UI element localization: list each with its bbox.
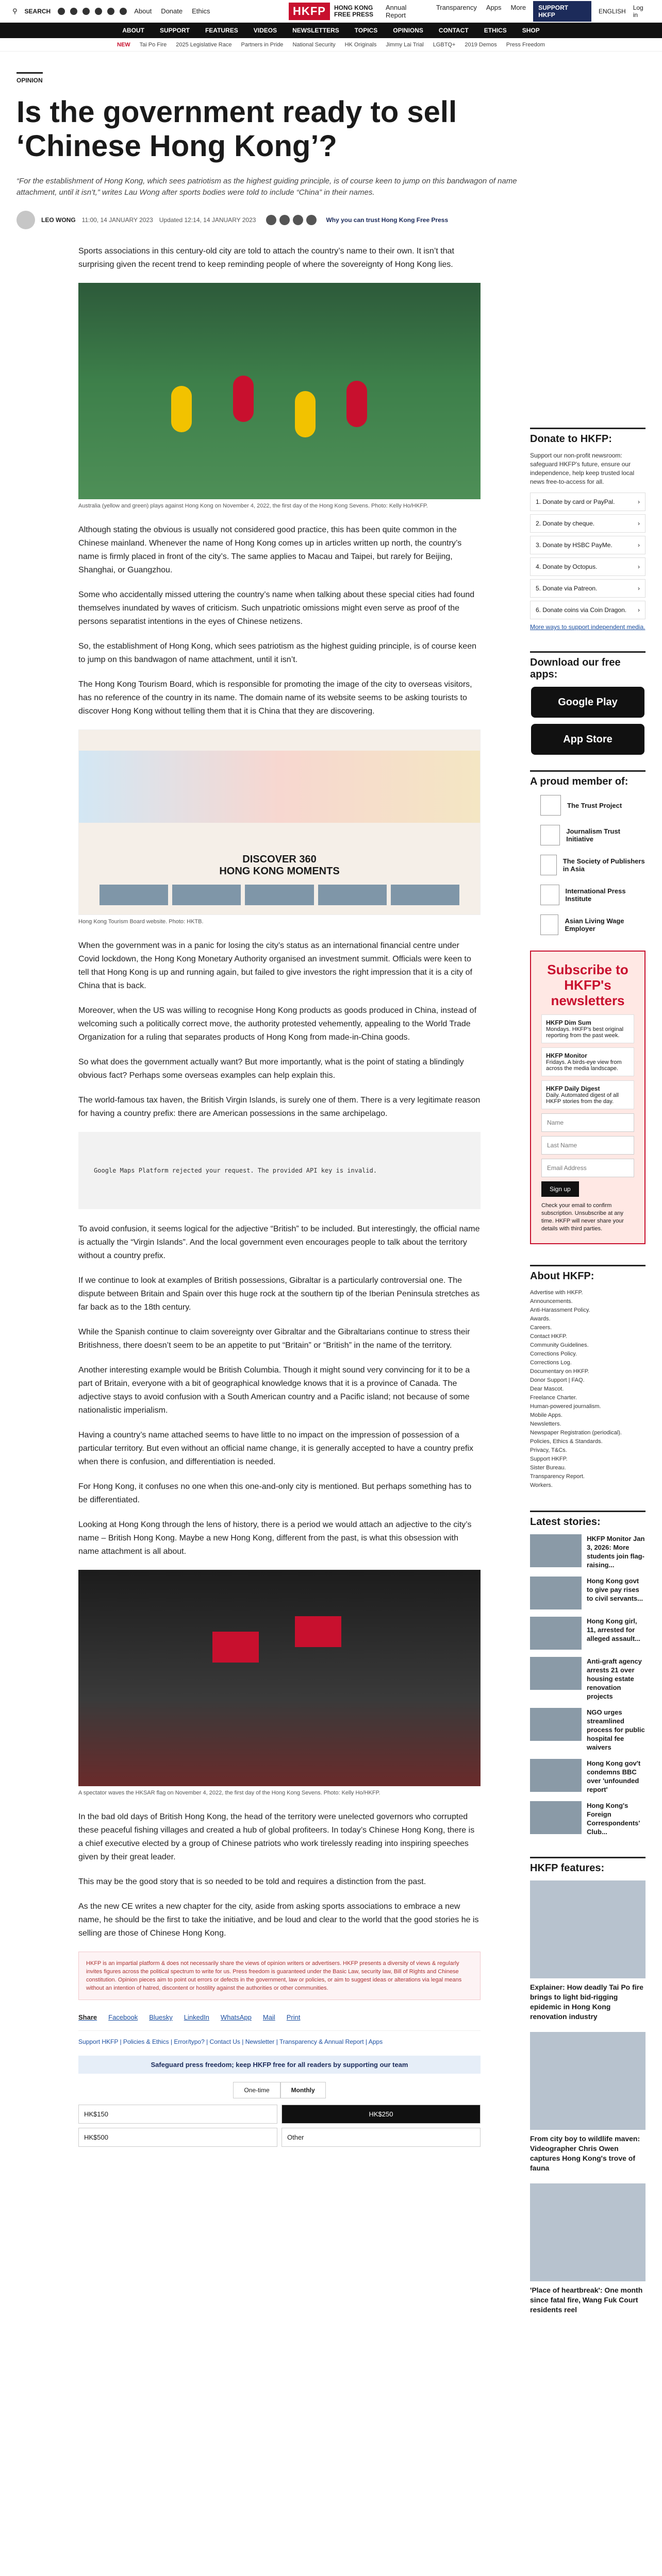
chevron-right-icon: › — [638, 541, 640, 549]
player-figure — [171, 386, 192, 432]
about-link[interactable]: Documentary on HKFP. — [530, 1368, 589, 1375]
more-ways-link[interactable]: More ways to support independent media. — [530, 623, 646, 631]
about-link[interactable]: Freelance Charter. — [530, 1395, 577, 1401]
trending-link[interactable]: 2019 Demos — [465, 41, 497, 48]
donate-option-label: 2. Donate by cheque. — [536, 520, 595, 527]
nav-videos[interactable]: VIDEOS — [253, 27, 277, 34]
top-left — [12, 7, 276, 15]
share-facebook[interactable]: Facebook — [108, 2013, 138, 2021]
site-logo[interactable] — [289, 3, 373, 20]
feature-title: Explainer: How deadly Tai Po fire brings to light bid-rigging epidemic in Hong Kong renovation industry — [530, 1983, 643, 2021]
member-name: Asian Living Wage Employer — [565, 917, 624, 933]
nav-newsletters[interactable]: NEWSLETTERS — [292, 27, 339, 34]
x-share-icon[interactable] — [279, 215, 290, 225]
about-link[interactable]: Community Guidelines. — [530, 1342, 589, 1348]
player-figure — [346, 381, 367, 427]
apps-title: Download our free apps: — [530, 651, 646, 681]
thumbnail — [318, 885, 387, 905]
latest-story[interactable] — [530, 1657, 646, 1701]
newsletter-option[interactable] — [541, 1080, 634, 1109]
top-link-ethics[interactable]: Ethics — [192, 7, 210, 15]
new-badge: NEW — [117, 41, 130, 48]
newsletter-option-desc: Fridays. A birds-eye view from across the media landscape. — [546, 1059, 622, 1072]
chevron-right-icon: › — [638, 585, 640, 592]
about-link[interactable]: Human-powered journalism. — [530, 1403, 601, 1410]
editorial-disclaimer: HKFP is an impartial platform & does not necessarily share the views of opinion writers or advertisers. HKFP presents a diversity of views & regularly invites figures across the political spectrum to write for us. Press freedom is guaranteed under the Basic Law, security law, Bill of Rights and Chinese constitution. Opinion pieces aim to point out errors or defects in the government, law or policies, or aim to suggest ideas or alterations via legal means without an intention of hatred, discontent or hostility against the authorities or other communities. — [78, 1952, 481, 2000]
logo-mark: HKFP — [289, 3, 330, 20]
facebook-share-icon[interactable] — [266, 215, 276, 225]
paragraph: For Hong Kong, it confuses no one when this one-and-only city is mentioned. But perhaps something has to be differentiated. — [78, 1482, 472, 1504]
tourism-heading — [79, 854, 480, 877]
chevron-right-icon: › — [638, 498, 640, 505]
amount-option[interactable]: HK$150 — [78, 2105, 277, 2124]
tourism-screenshot — [78, 730, 481, 926]
latest-story[interactable] — [530, 1759, 646, 1794]
trending-link[interactable]: Press Freedom — [506, 41, 545, 48]
donate-option[interactable] — [530, 579, 646, 598]
rugby-photo — [78, 283, 481, 510]
donation-frequency — [78, 2082, 481, 2098]
nav-features[interactable]: FEATURES — [205, 27, 238, 34]
amount-option[interactable]: Other — [282, 2128, 481, 2147]
nav-about[interactable]: ABOUT — [122, 27, 144, 34]
member-logo[interactable] — [540, 914, 646, 935]
story-thumbnail — [530, 1759, 582, 1792]
feature-title: 'Place of heartbreak': One month since fatal fire, Wang Fuk Court residents reel — [530, 2286, 643, 2314]
donate-option-label: 1. Donate by card or PayPal. — [536, 498, 615, 505]
tourism-image — [78, 730, 481, 915]
about-link[interactable]: Corrections Policy. — [530, 1351, 577, 1357]
member-name: International Press Institute — [565, 887, 626, 903]
feature-story[interactable] — [530, 2183, 646, 2315]
top-link-donate[interactable]: Donate — [161, 7, 183, 15]
trending-nav — [0, 38, 662, 52]
newsletter-option-title: HKFP Daily Digest — [546, 1085, 600, 1092]
paragraph: The Hong Kong Tourism Board, which is responsible for promoting the image of the city to overseas visitors, has no reference of the country in its name. The domain name of its website seems to be asking tourists to discover Hong Kong without telling them that it is China that they are discovering. — [78, 680, 472, 716]
publish-date: 11:00, 14 JANUARY 2023 — [81, 216, 153, 224]
chevron-right-icon: › — [638, 520, 640, 527]
member-logo[interactable] — [540, 855, 646, 875]
paragraph: So, the establishment of Hong Kong, which sees patriotism as the highest guiding principle, is of course keen to jump on this bandwagon of name attachment, until it isn’t. — [78, 642, 476, 664]
rugby-image — [78, 283, 481, 499]
x-icon[interactable] — [70, 8, 77, 15]
trust-project-logo — [540, 795, 561, 816]
instagram-icon[interactable] — [82, 8, 90, 15]
paragraph: So what does the government actually want? But more importantly, what is the point of stating a blindingly obvious fact? Perhaps some overseas examples can help explain this. — [78, 1058, 464, 1080]
sopa-logo — [540, 855, 557, 875]
newsletter-option-title: HKFP Monitor — [546, 1052, 587, 1059]
donate-option-label: 3. Donate by HSBC PayMe. — [536, 541, 613, 549]
story-thumbnail — [530, 1708, 582, 1741]
feature-thumbnail — [530, 1880, 646, 1978]
tourism-banner — [79, 751, 480, 823]
map-embed-error: Google Maps Platform rejected your request. The provided API key is invalid. — [78, 1132, 481, 1209]
features-title: HKFP features: — [530, 1857, 646, 1874]
top-link-more[interactable]: More — [510, 3, 526, 11]
member-name: Journalism Trust Initiative — [566, 827, 621, 843]
email-share-icon[interactable] — [306, 215, 317, 225]
email-input[interactable]: Email Address — [541, 1159, 634, 1177]
about-link[interactable]: Sister Bureau. — [530, 1465, 566, 1471]
about-link[interactable]: Transparency Report. — [530, 1473, 585, 1480]
jti-logo — [540, 825, 560, 845]
share-label: Share — [78, 2013, 97, 2021]
nav-opinions[interactable]: OPINIONS — [393, 27, 423, 34]
story-thumbnail — [530, 1534, 582, 1567]
flag-image — [78, 1570, 481, 1786]
latest-title: Latest stories: — [530, 1511, 646, 1528]
story-title: Hong Kong govt to give pay rises to civil servants... — [587, 1577, 643, 1602]
donate-box — [530, 428, 646, 631]
newsletter-option-desc: Mondays. HKFP's best original reporting from the past week. — [546, 1026, 624, 1039]
signup-button[interactable]: Sign up — [541, 1181, 579, 1197]
feature-story[interactable] — [530, 2032, 646, 2173]
about-link[interactable]: Privacy, T&Cs. — [530, 1447, 567, 1453]
article — [16, 72, 517, 2325]
frequency-monthly[interactable]: Monthly — [280, 2082, 326, 2098]
login-link[interactable]: Log in — [633, 4, 643, 19]
content-area — [16, 52, 646, 2325]
donate-strip[interactable]: Safeguard press freedom; keep HKFP free for all readers by supporting our team — [78, 2056, 481, 2074]
player-figure — [295, 391, 316, 437]
chevron-right-icon: › — [638, 606, 640, 614]
author-name[interactable]: LEO WONG — [41, 216, 76, 224]
social-icons — [58, 8, 127, 15]
nav-ethics[interactable]: ETHICS — [484, 27, 507, 34]
feature-story[interactable] — [530, 1880, 646, 2022]
top-links-right — [386, 4, 526, 19]
logo-name-line-2: FREE PRESS — [334, 10, 373, 18]
newsletter-option[interactable] — [541, 1047, 634, 1076]
trust-link[interactable]: Why you can trust Hong Kong Free Press — [326, 216, 449, 224]
chevron-right-icon: › — [638, 563, 640, 570]
flag-shape — [212, 1632, 259, 1663]
top-links — [134, 7, 210, 15]
top-link-apps[interactable]: Apps — [486, 3, 502, 11]
member-name: The Trust Project — [567, 801, 622, 809]
about-link[interactable]: Newspaper Registration (periodical). — [530, 1430, 622, 1436]
share-whatsapp[interactable]: WhatsApp — [220, 2013, 252, 2021]
about-link[interactable]: Support HKFP. — [530, 1456, 568, 1462]
share-bluesky[interactable]: Bluesky — [149, 2013, 173, 2021]
story-title: NGO urges streamlined process for public hospital fee waivers — [587, 1708, 645, 1751]
support-links[interactable]: Support HKFP | Policies & Ethics | Error/typo? | Contact Us | Newsletter | Transparency & Annual Report | Apps — [78, 2030, 481, 2045]
search-link[interactable]: SEARCH — [24, 7, 51, 15]
paragraph: When the government was in a panic for losing the city’s status as an international financial centre under Covid lockdown, the Hong Kong Monetary Authority organised an investment summit. Officials were keen to tell that Hong Kong is up and running again, but failed to give investors the right impression that it is a city of China that is back. — [78, 941, 472, 990]
donate-option[interactable] — [530, 514, 646, 533]
google-play-button[interactable]: Google Play — [531, 687, 644, 718]
trending-link[interactable]: Jimmy Lai Trial — [386, 41, 424, 48]
about-title: About HKFP: — [530, 1265, 646, 1282]
frequency-one-time[interactable]: One-time — [233, 2082, 280, 2098]
newsletter-option-desc: Daily. Automated digest of all HKFP stories from the day. — [546, 1092, 619, 1105]
ipi-logo — [540, 885, 559, 905]
logo-name-line-1: HONG KONG — [334, 4, 373, 11]
whatsapp-share-icon[interactable] — [293, 215, 303, 225]
paragraph: Looking at Hong Kong through the lens of history, there is a period we would attach an adjective to the city’s name – British Hong Kong. Maybe a new Hong Kong, different from the past, is what this obsession with name attachment is all about. — [78, 1520, 472, 1556]
newsletter-option[interactable] — [541, 1014, 634, 1043]
member-title: A proud member of: — [530, 770, 646, 788]
donate-option[interactable] — [530, 557, 646, 576]
language-link[interactable]: ENGLISH — [599, 7, 626, 15]
tourism-thumbnails — [100, 885, 459, 905]
article-kicker[interactable]: OPINION — [16, 72, 43, 84]
latest-story[interactable] — [530, 1534, 646, 1569]
nav-contact[interactable]: CONTACT — [438, 27, 469, 34]
photo-caption: A spectator waves the HKSAR flag on November 4, 2022, the first day of the Hong Kong Sevens. Photo: Kelly Ho/HKFP. — [78, 1790, 380, 1796]
paragraph: The world-famous tax haven, the British Virgin Islands, is surely one of them. There is a very legitimate reason for having a country prefix: there are American possessions in the same archipelago. — [78, 1096, 481, 1118]
trending-link[interactable]: HK Originals — [344, 41, 377, 48]
member-name: The Society of Publishers in Asia — [562, 857, 645, 873]
last-name-input[interactable]: Last Name — [541, 1136, 634, 1155]
about-link[interactable]: Newsletters. — [530, 1421, 561, 1427]
donate-option[interactable] — [530, 601, 646, 619]
living-wage-logo — [540, 914, 558, 935]
thumbnail — [172, 885, 241, 905]
about-link[interactable]: Awards. — [530, 1316, 551, 1322]
search-icon[interactable]: ⚲ — [12, 7, 18, 15]
author-avatar — [16, 211, 35, 229]
donate-title: Donate to HKFP: — [530, 428, 646, 445]
logo-name — [334, 5, 373, 18]
features-section — [530, 1857, 646, 2315]
app-store-button[interactable]: App Store — [531, 724, 644, 755]
trending-link[interactable]: LGBTQ+ — [433, 41, 456, 48]
story-title: Anti-graft agency arrests 21 over housing estate renovation projects — [587, 1657, 642, 1700]
about-link[interactable]: Advertise with HKFP. — [530, 1290, 583, 1296]
trending-link[interactable]: Partners in Pride — [241, 41, 284, 48]
flag-shape — [295, 1616, 341, 1647]
share-row — [78, 2013, 481, 2021]
about-link[interactable]: Anti-Harassment Policy. — [530, 1307, 590, 1313]
share-mail[interactable]: Mail — [262, 2013, 275, 2021]
facebook-icon[interactable] — [58, 8, 65, 15]
donation-amounts — [78, 2105, 481, 2147]
story-thumbnail — [530, 1801, 582, 1834]
newsletter-title: Subscribe to HKFP's newsletters — [547, 962, 628, 1008]
story-title: Hong Kong's Foreign Correspondents' Club... — [587, 1802, 640, 1836]
main-nav — [0, 23, 662, 38]
feature-thumbnail — [530, 2032, 646, 2130]
sidebar — [530, 72, 646, 2325]
about-link[interactable]: Workers. — [530, 1482, 553, 1488]
top-link-about[interactable]: About — [134, 7, 152, 15]
player-figure — [233, 376, 254, 422]
updated-date: Updated 12:14, 14 JANUARY 2023 — [159, 216, 256, 224]
paragraph: Moreover, when the US was willing to recognise Hong Kong products as goods produced in China, instead of welcoming such a politically correct move, the authority protested vehemently, appealing to the World Trade Organization for a ruling that separates products of Hong Kong from made-in-China goods. — [78, 1006, 477, 1042]
paragraph: As the new CE writes a new chapter for the city, aside from asking sports associations to embrace a new name, he should be the first to take the initiative, and be loud and clear to the world that the good stories he is selling are those of Chinese Hong Kong. — [78, 1902, 479, 1938]
linkedin-icon[interactable] — [120, 8, 127, 15]
share-linkedin[interactable]: LinkedIn — [184, 2013, 209, 2021]
trending-link[interactable]: 2025 Legislative Race — [176, 41, 232, 48]
top-link-annual-report[interactable]: Annual Report — [385, 3, 407, 19]
donate-intro: Support our non-profit newsroom: safeguard HKFP's future, ensure our independence, help keep trusted local news free-to-access for all. — [530, 452, 635, 485]
story-thumbnail — [530, 1577, 582, 1609]
paragraph: If we continue to look at examples of British possessions, Gibraltar is a particularly controversial one. The dispute between Britain and Spain over this huge rock at the southern tip of the Iberian Peninsula stretches as far back as to the 18th century. — [78, 1276, 480, 1312]
latest-stories — [530, 1511, 646, 1836]
paragraph: To avoid confusion, it seems logical for the adjective “British” to be included. But interestingly, the official name is actually the “Virgin Islands”. And the local government even encourages people to talk about the territory without a country prefix. — [78, 1225, 480, 1260]
thumbnail — [391, 885, 459, 905]
latest-story[interactable] — [530, 1801, 646, 1836]
about-link[interactable]: Donor Support | FAQ. — [530, 1377, 585, 1383]
latest-story[interactable] — [530, 1617, 646, 1650]
member-logo[interactable] — [540, 825, 646, 845]
paragraph: In the bad old days of British Hong Kong, the head of the territory were unelected governors who corrupted these peaceful fishing villages and created a hub of global profiteers. In today’s Chinese Hong Kong, there is a chief executive elected by a group of Chinese patriots who work tirelessly reading into inspiring speeches given by their great leader. — [78, 1812, 475, 1861]
member-logo[interactable] — [540, 885, 646, 905]
youtube-icon[interactable] — [95, 8, 102, 15]
about-link[interactable]: Policies, Ethics & Standards. — [530, 1438, 603, 1445]
about-link[interactable]: Mobile Apps. — [530, 1412, 562, 1418]
amount-option[interactable]: HK$500 — [78, 2128, 277, 2147]
story-title: Hong Kong gov't condemns BBC over 'unfounded report' — [587, 1759, 641, 1793]
about-section — [530, 1265, 646, 1490]
story-thumbnail — [530, 1657, 582, 1690]
latest-story[interactable] — [530, 1708, 646, 1752]
story-title: Hong Kong girl, 11, arrested for alleged assault... — [587, 1617, 641, 1642]
about-link[interactable]: Dear Mascot. — [530, 1386, 564, 1392]
feature-thumbnail — [530, 2183, 646, 2281]
name-input[interactable]: Name — [541, 1113, 634, 1132]
trending-link[interactable]: Tai Po Fire — [139, 41, 167, 48]
thumbnail — [245, 885, 313, 905]
paragraph: This may be the good story that is so needed to be told and requires a distinction from the past. — [78, 1877, 426, 1886]
nav-topics[interactable]: TOPICS — [354, 27, 378, 34]
paragraph: Although stating the obvious is usually not considered good practice, this has been quite common in the Chinese mainland. Whenever the name of Hong Kong comes up in articles written up north, the country’s name is firmly placed in front of the city’s. The same applies to Macau and Taipei, but rarely for Beijing, Shanghai, or Guangzhou. — [78, 526, 462, 574]
share-print[interactable]: Print — [286, 2013, 301, 2021]
about-link[interactable]: Careers. — [530, 1325, 552, 1331]
photo-caption: Hong Kong Tourism Board website. Photo: HKTB. — [78, 919, 204, 925]
feature-title: From city boy to wildlife maven: Videographer Chris Owen captures Hong Kong's trove of fauna — [530, 2134, 640, 2172]
top-right — [386, 1, 650, 22]
amount-option-selected[interactable]: HK$250 — [282, 2105, 481, 2124]
flag-photo — [78, 1570, 481, 1797]
about-list — [530, 1289, 646, 1490]
support-hkfp-button[interactable]: SUPPORT HKFP — [533, 1, 591, 22]
newsletter-option-title: HKFP Dim Sum — [546, 1019, 591, 1026]
article-standfirst: “For the establishment of Hong Kong, which sees patriotism as the highest guiding principle, is of course keen to jump on this bandwagon of name attachment, until it isn’t,” writes Lau Wong after sports bodies were told to include “China” in their names. — [16, 177, 517, 197]
newsletter-signup — [530, 951, 646, 1244]
tourism-heading-line-1: DISCOVER 360 — [242, 854, 317, 865]
top-utility-bar — [0, 0, 662, 23]
about-link[interactable]: Announcements. — [530, 1298, 573, 1304]
paragraph: Having a country’s name attached seems to have little to no impact on the impression of possession of a particular territory. But even without an official name change, it is generally accepted to have a country prefix when there is confusion, and differentiation is needed. — [78, 1431, 474, 1466]
story-title: HKFP Monitor Jan 3, 2026: More students join flag-raising... — [587, 1535, 645, 1569]
donate-option-label: 5. Donate via Patreon. — [536, 585, 598, 592]
share-icons — [266, 215, 317, 225]
donate-option-label: 6. Donate coins via Coin Dragon. — [536, 606, 627, 614]
trending-link[interactable]: National Security — [292, 41, 336, 48]
photo-caption: Australia (yellow and green) plays against Hong Kong on November 4, 2022, the first day of the Hong Kong Sevens. Photo: Kelly Ho/HKFP. — [78, 503, 428, 509]
paragraph: Some who accidentally missed uttering the country’s name when talking about these special cities had found themselves inundated by waves of criticism. Such unpatriotic omissions might even serve as proof of the persons separatist intentions in the eyes of Chinese netizens. — [78, 590, 475, 626]
paragraph: While the Spanish continue to claim sovereignty over Gibraltar and the Gibraltarians continue to stress their Britishness, there doesn’t seem to be an appetite to put “Britain” or “British” in the name of the territory. — [78, 1328, 470, 1350]
tourism-heading-line-2: HONG KONG MOMENTS — [219, 866, 340, 877]
top-link-transparency[interactable]: Transparency — [436, 3, 477, 11]
thumbnail — [100, 885, 168, 905]
threads-icon[interactable] — [107, 8, 114, 15]
member-logo[interactable] — [540, 795, 646, 816]
about-link[interactable]: Corrections Log. — [530, 1360, 572, 1366]
paragraph: Sports associations in this century-old city are told to attach the country’s name to their own. It isn’t that surprising given the recent trend to keep reminding people of where the sovereignty of Hong Kong lies. — [78, 247, 454, 269]
donate-option-label: 4. Donate by Octopus. — [536, 563, 598, 570]
paragraph: Another interesting example would be British Columbia. Though it might sound very convincing for it to be a part of Britain, everyone with a bit of geographical knowledge knows that it is a province of Canada. The adjective stays to avoid confusion with a South American country and a Pacific island; not because of some nationalistic imperialism. — [78, 1366, 470, 1415]
nav-shop[interactable]: SHOP — [522, 27, 540, 34]
article-headline: Is the government ready to sell ‘Chinese Hong Kong’? — [16, 95, 457, 163]
latest-story[interactable] — [530, 1577, 646, 1609]
byline — [16, 211, 481, 229]
nav-support[interactable]: SUPPORT — [159, 27, 190, 34]
about-link[interactable]: Contact HKFP. — [530, 1333, 567, 1340]
donate-option[interactable] — [530, 493, 646, 511]
story-thumbnail — [530, 1617, 582, 1650]
newsletter-note: Check your email to confirm subscription. Unsubscribe at any time. HKFP will never share your details with third parties. — [541, 1202, 624, 1232]
donate-option[interactable] — [530, 536, 646, 554]
article-body — [78, 245, 481, 2147]
